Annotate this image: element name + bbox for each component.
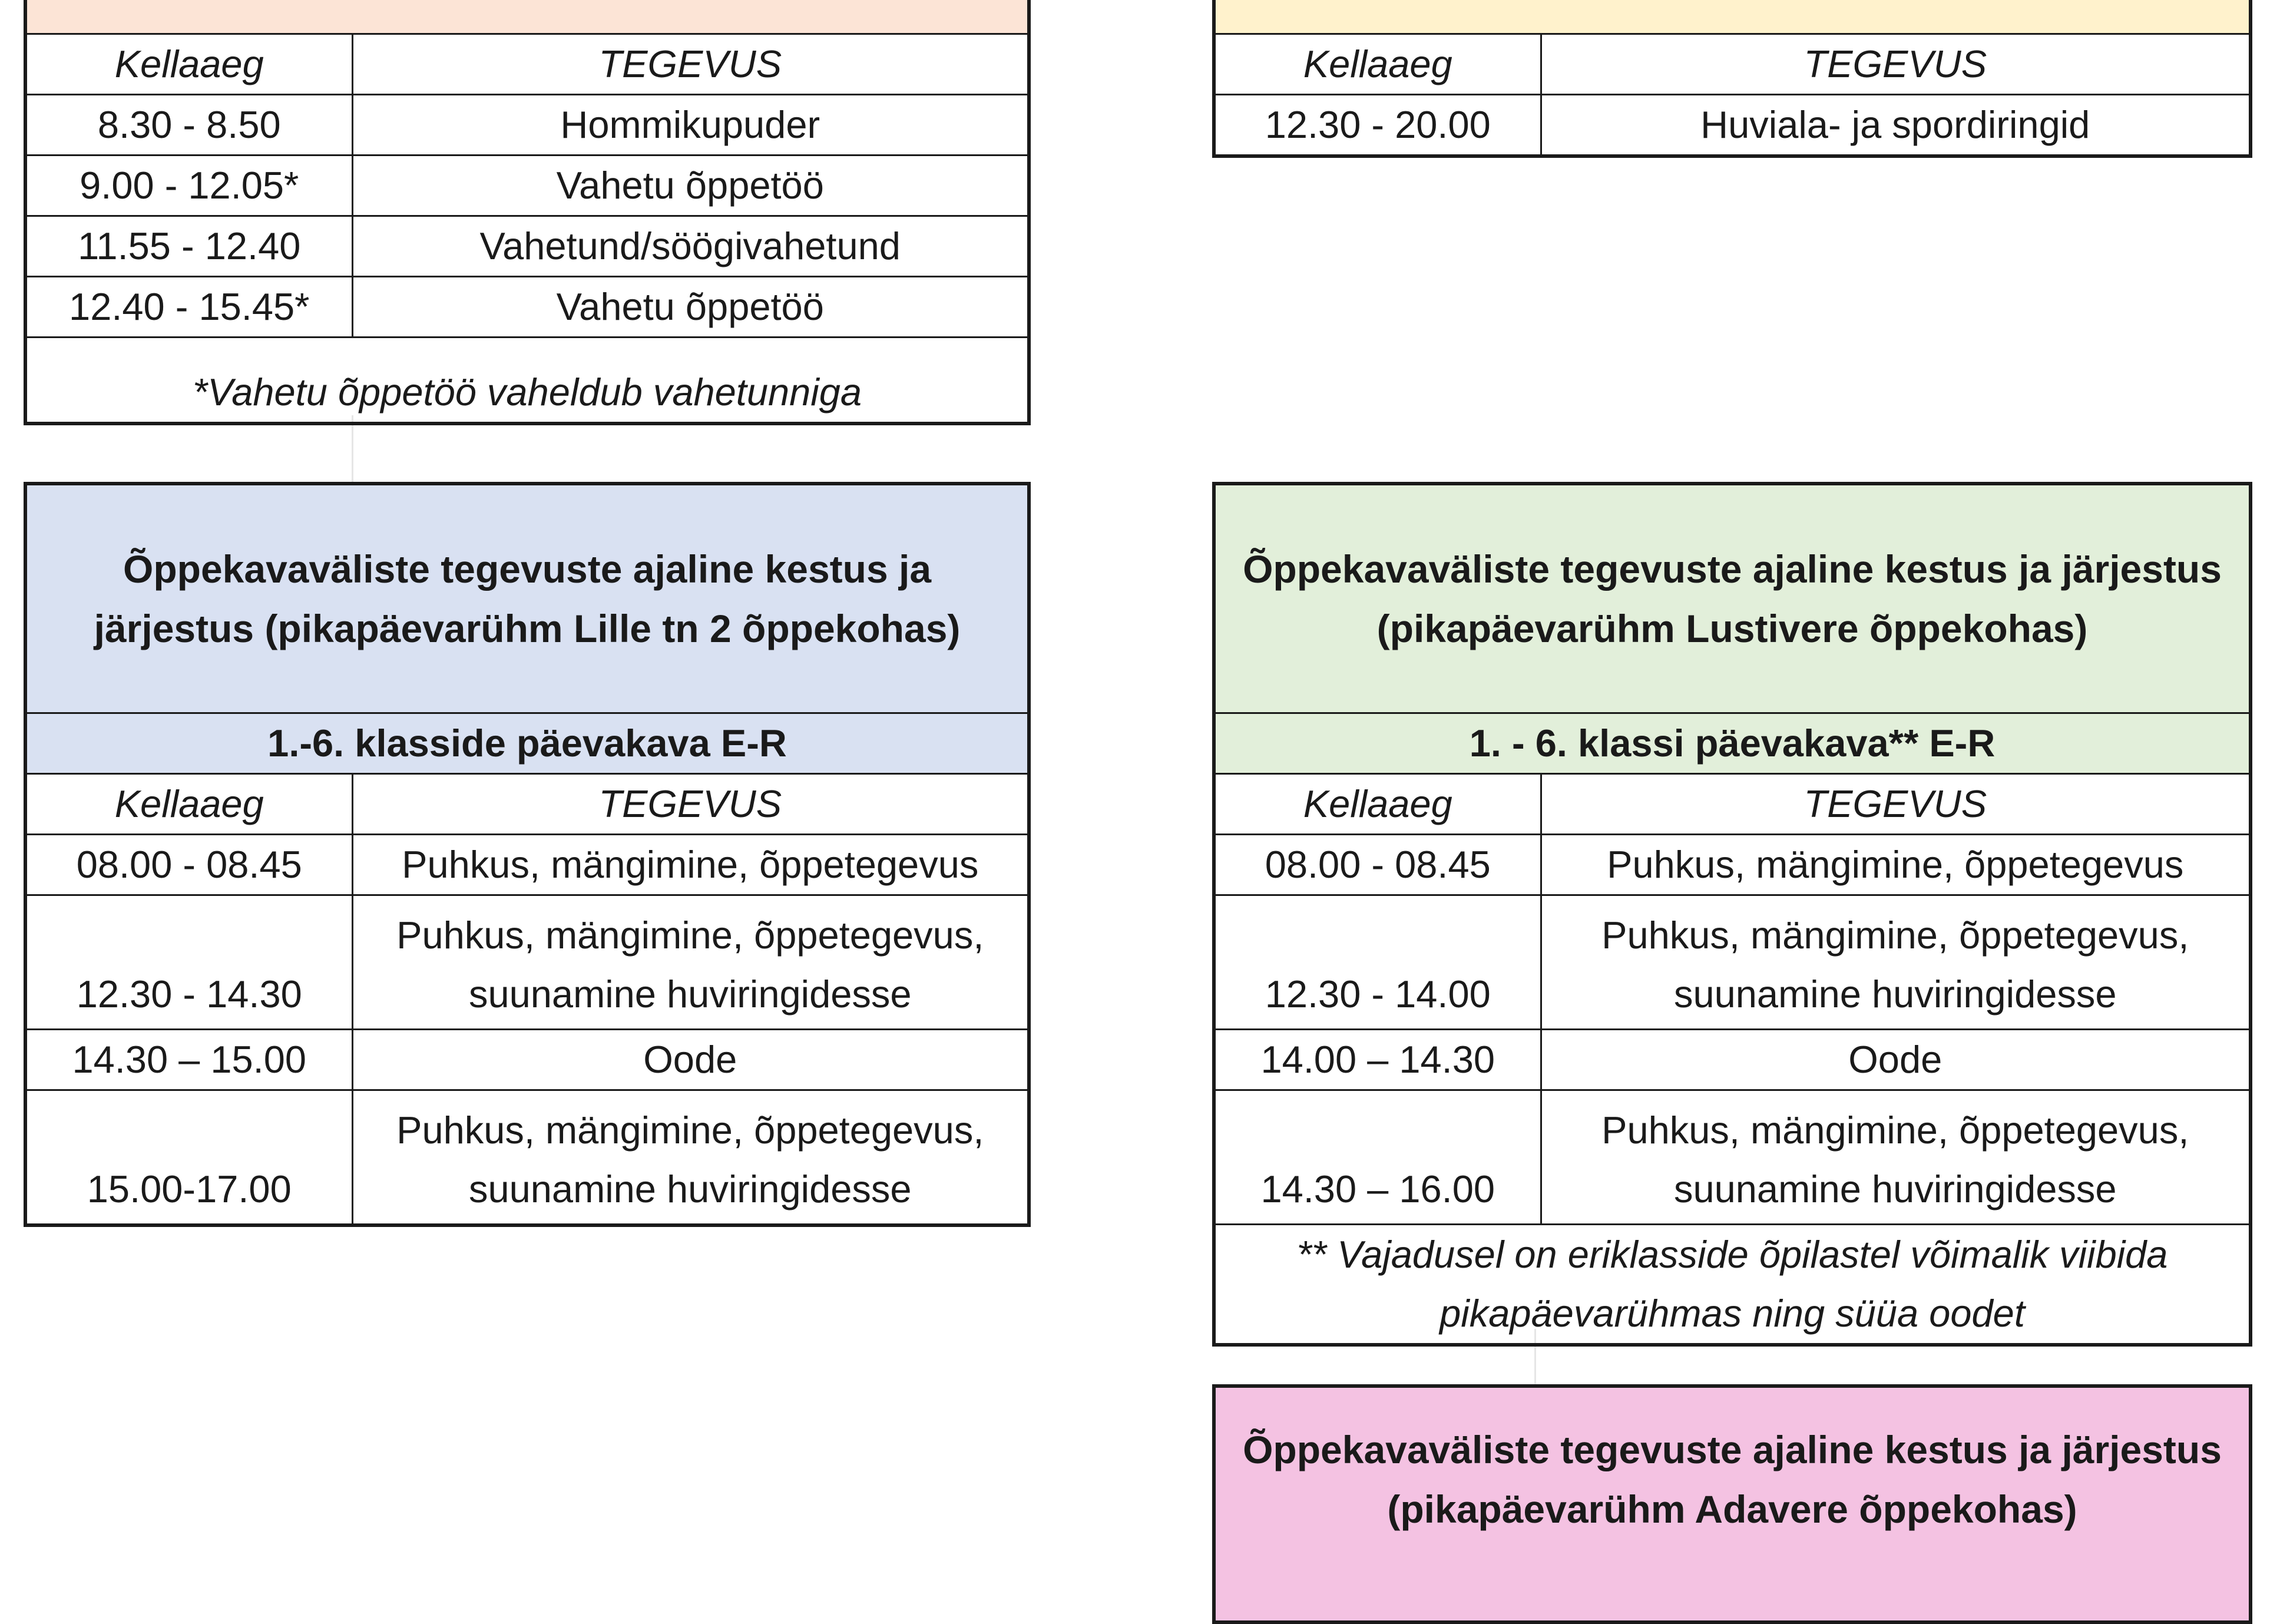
footnote: *Vahetu õppetöö vaheldub vahetunniga: [25, 338, 1029, 424]
table-title: [25, 484, 1029, 713]
col-header-activity: TEGEVUS: [352, 34, 1029, 95]
title-line-1: Õppekavaväliste tegevuste ajaline kestus ja: [123, 547, 932, 591]
activity-line-1: Puhkus, mängimine, õppetegevus,: [1601, 1109, 2189, 1152]
table-top-right: [1212, 0, 2252, 158]
col-header-time: Kellaaeg: [25, 774, 352, 835]
table-row: [25, 895, 1029, 1030]
activity-cell: [1541, 895, 2251, 1030]
title-line-1: Õppekavaväliste tegevuste ajaline kestus ja järjestus: [1243, 547, 2222, 591]
table-row: [25, 216, 1029, 277]
table-row: [25, 95, 1029, 156]
column-headers: [1214, 34, 2251, 95]
header-bar: [25, 0, 1029, 34]
subtitle: 1.-6. klasside päevakava E-R: [25, 713, 1029, 774]
time-cell: 11.55 - 12.40: [25, 216, 352, 277]
note-row: [1214, 1225, 2251, 1345]
time-cell: 12.40 - 15.45*: [25, 277, 352, 338]
table-title: [1214, 1386, 2251, 1622]
connector-line-left: [352, 415, 353, 483]
table-row: [25, 1090, 1029, 1226]
table-lille: [24, 482, 1031, 1227]
table-row: [1214, 895, 2251, 1030]
table-top-left: [24, 0, 1031, 425]
activity-cell: Oode: [1541, 1030, 2251, 1090]
table-row: [1214, 835, 2251, 895]
table-lustivere: [1212, 482, 2252, 1347]
title-line-2: (pikapäevarühm Adavere õppekohas): [1387, 1487, 2077, 1531]
activity-cell: Puhkus, mängimine, õppetegevus: [1541, 835, 2251, 895]
activity-cell: Huviala- ja spordiringid: [1541, 95, 2251, 157]
note-row: [25, 338, 1029, 424]
time-cell: 14.30 – 15.00: [25, 1030, 352, 1090]
table-row: [25, 835, 1029, 895]
title-row: [1214, 1386, 2251, 1622]
activity-line-1: Puhkus, mängimine, õppetegevus,: [396, 914, 984, 957]
activity-cell: Oode: [352, 1030, 1029, 1090]
table-row: [25, 156, 1029, 216]
activity-cell: [1541, 1090, 2251, 1225]
title-line-1: Õppekavaväliste tegevuste ajaline kestus ja järjestus: [1243, 1428, 2222, 1471]
time-cell: 8.30 - 8.50: [25, 95, 352, 156]
subtitle: 1. - 6. klassi päevakava** E-R: [1214, 713, 2251, 774]
activity-line-2: suunamine huviringidesse: [1673, 973, 2117, 1016]
subtitle-row: [1214, 713, 2251, 774]
col-header-activity: TEGEVUS: [352, 774, 1029, 835]
title-row: [25, 484, 1029, 713]
activity-cell: Vahetund/söögivahetund: [352, 216, 1029, 277]
column-headers: [25, 34, 1029, 95]
title-row: [1214, 484, 2251, 713]
activity-cell: Vahetu õppetöö: [352, 277, 1029, 338]
column-headers: [1214, 774, 2251, 835]
activity-cell: Vahetu õppetöö: [352, 156, 1029, 216]
table-adavere: [1212, 1384, 2252, 1624]
table-row: [25, 277, 1029, 338]
table-row: [1214, 1030, 2251, 1090]
activity-line-1: Puhkus, mängimine, õppetegevus,: [1601, 914, 2189, 957]
activity-cell: Puhkus, mängimine, õppetegevus: [352, 835, 1029, 895]
time-cell: 15.00-17.00: [25, 1090, 352, 1226]
time-cell: 08.00 - 08.45: [25, 835, 352, 895]
footnote: [1214, 1225, 2251, 1345]
col-header-activity: TEGEVUS: [1541, 34, 2251, 95]
col-header-time: Kellaaeg: [1214, 34, 1541, 95]
activity-cell: Hommikupuder: [352, 95, 1029, 156]
table-row: [25, 1030, 1029, 1090]
activity-cell: [352, 1090, 1029, 1226]
title-line-2: järjestus (pikapäevarühm Lille tn 2 õppekohas): [94, 606, 961, 650]
activity-line-2: suunamine huviringidesse: [468, 973, 912, 1016]
time-cell: 12.30 - 14.30: [25, 895, 352, 1030]
table-title: [1214, 484, 2251, 713]
time-cell: 12.30 - 20.00: [1214, 95, 1541, 157]
time-cell: 12.30 - 14.00: [1214, 895, 1541, 1030]
time-cell: 14.00 – 14.30: [1214, 1030, 1541, 1090]
subtitle-row: [25, 713, 1029, 774]
footnote-line-1: ** Vajadusel on eriklasside õpilastel võimalik viibida: [1296, 1233, 2168, 1276]
footnote-line-2: pikapäevarühmas ning süüa oodet: [1439, 1292, 2025, 1335]
header-bar: [1214, 0, 2251, 34]
col-header-time: Kellaaeg: [25, 34, 352, 95]
table-row: [1214, 1090, 2251, 1225]
time-cell: 08.00 - 08.45: [1214, 835, 1541, 895]
activity-line-2: suunamine huviringidesse: [468, 1167, 912, 1210]
activity-line-1: Puhkus, mängimine, õppetegevus,: [396, 1109, 984, 1152]
title-line-2: (pikapäevarühm Lustivere õppekohas): [1376, 606, 2088, 650]
time-cell: 9.00 - 12.05*: [25, 156, 352, 216]
table-row: [1214, 95, 2251, 157]
col-header-time: Kellaaeg: [1214, 774, 1541, 835]
time-cell: 14.30 – 16.00: [1214, 1090, 1541, 1225]
activity-line-2: suunamine huviringidesse: [1673, 1167, 2117, 1210]
activity-cell: [352, 895, 1029, 1030]
column-headers: [25, 774, 1029, 835]
col-header-activity: TEGEVUS: [1541, 774, 2251, 835]
